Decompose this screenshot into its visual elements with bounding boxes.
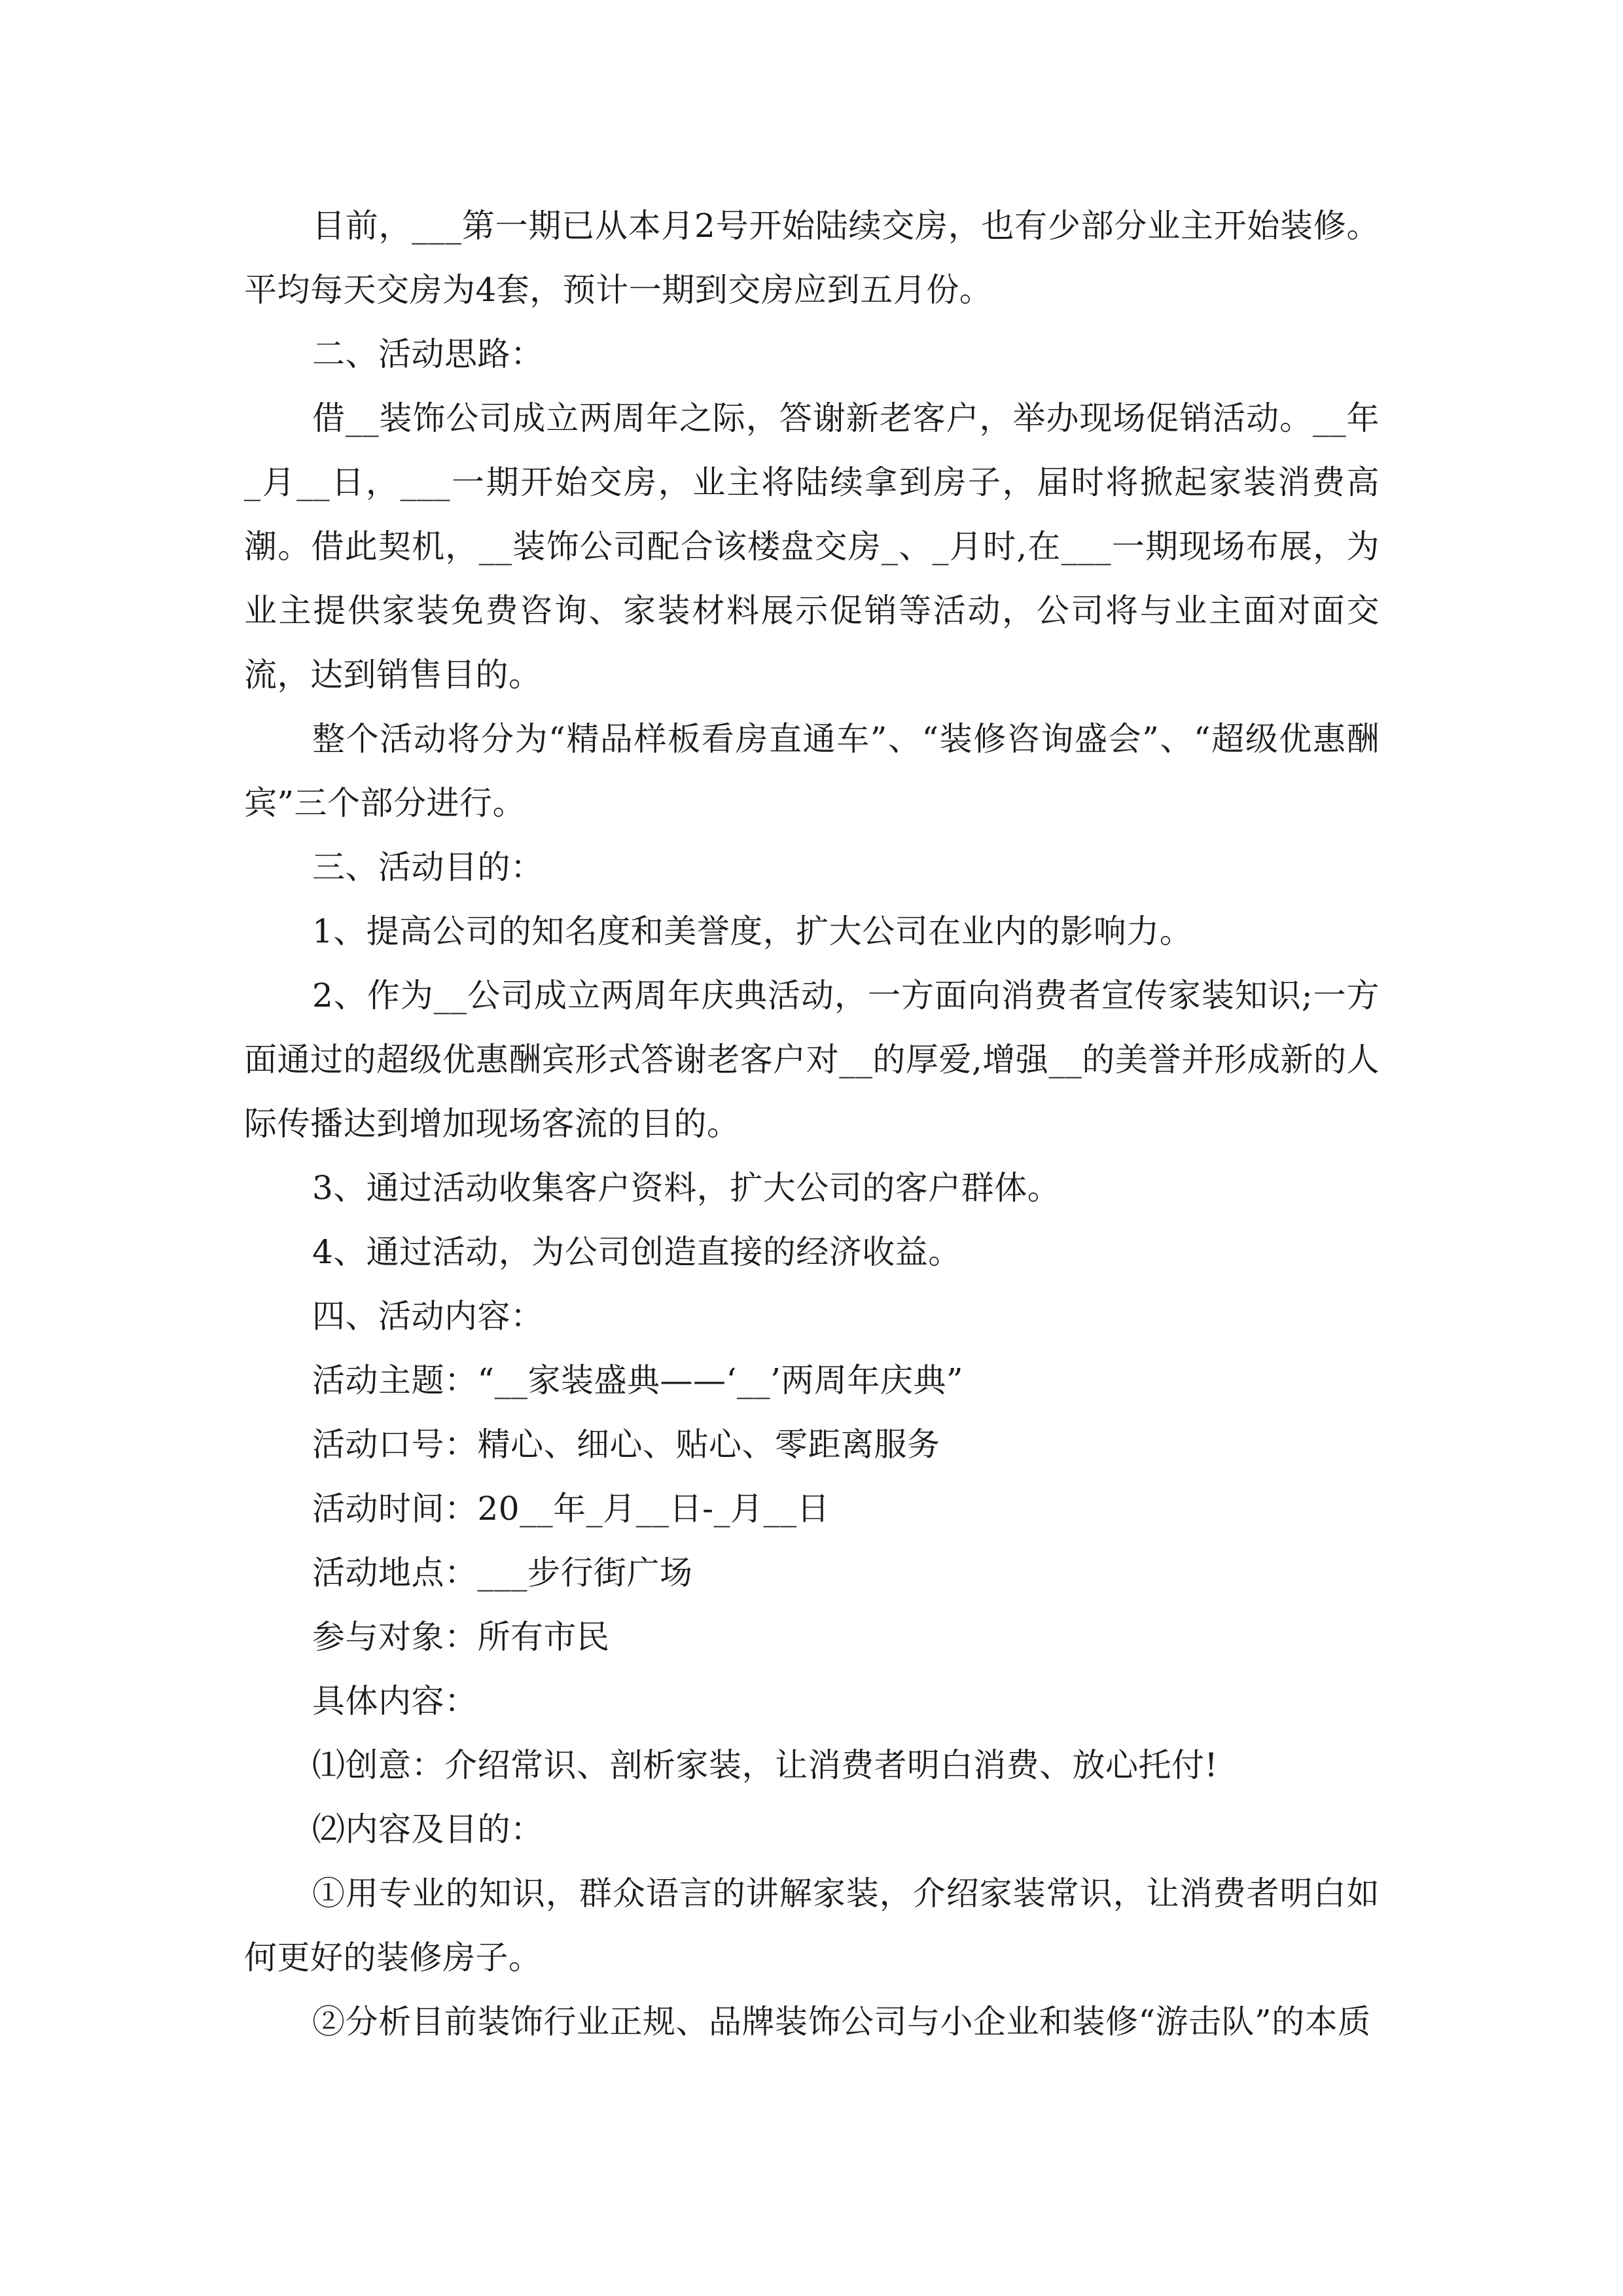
list-item-purpose-3: 3、通过活动收集客户资料，扩大公司的客户群体。 (312, 1169, 1061, 1207)
paragraph-activity-idea: 借__装饰公司成立两周年之际，答谢新老客户，举办现场促销活动。__年_月__日，___一期开始交房，业主将陆续拿到房子，届时将掀起家装消费高潮。借此契机，__装饰公司配合该楼盘交房_、_月时,在___一期现场布展，为业主提供家装免费咨询、家装材料展示促销等活动，公司将与业主面对面交流，达到销售目的。 (244, 399, 1380, 694)
heading-activity-idea: 二、活动思路： (312, 335, 544, 373)
list-item-purpose-1: 1、提高公司的知名度和美誉度，扩大公司在业内的影响力。 (312, 912, 1193, 950)
heading-activity-purpose: 三、活动目的： (312, 848, 544, 886)
content-subitem-2: ②分析目前装饰行业正规、品牌装饰公司与小企业和装修“游击队”的本质 (312, 2003, 1371, 2041)
paragraph-current-status: 目前，___第一期已从本月2号开始陆续交房，也有少部分业主开始装修。平均每天交房为4套，预计一期到交房应到五月份。 (244, 207, 1380, 309)
content-item-purpose: ⑵内容及目的： (312, 1810, 544, 1848)
activity-location: 活动地点：___步行街广场 (312, 1554, 693, 1592)
list-item-purpose-4: 4、通过活动，为公司创造直接的经济收益。 (312, 1233, 961, 1271)
content-item-creative: ⑴创意：介绍常识、剖析家装，让消费者明白消费、放心托付! (312, 1746, 1219, 1784)
document-body (244, 194, 1380, 2054)
list-item-purpose-2: 2、作为__公司成立两周年庆典活动，一方面向消费者宣传家装知识;一方面通过的超级优惠酬宾形式答谢老客户对__的厚爱,增强__的美誉并形成新的人际传播达到增加现场客流的目的。 (244, 977, 1380, 1143)
heading-activity-content: 四、活动内容： (312, 1297, 544, 1335)
paragraph-activity-parts: 整个活动将分为“精品样板看房直通车”、“装修咨询盛会”、“超级优惠酬宾”三个部分进行。 (244, 720, 1380, 822)
activity-theme: 活动主题：“__家装盛典——‘__’两周年庆典” (312, 1361, 963, 1399)
content-subitem-1: ①用专业的知识，群众语言的讲解家装，介绍家装常识，让消费者明白如何更好的装修房子。 (244, 1874, 1380, 1977)
activity-audience: 参与对象：所有市民 (312, 1618, 610, 1656)
heading-specific-content: 具体内容： (312, 1682, 478, 1720)
activity-slogan: 活动口号：精心、细心、贴心、零距离服务 (312, 1426, 940, 1463)
activity-time: 活动时间：20__年_月__日-_月__日 (312, 1490, 830, 1528)
